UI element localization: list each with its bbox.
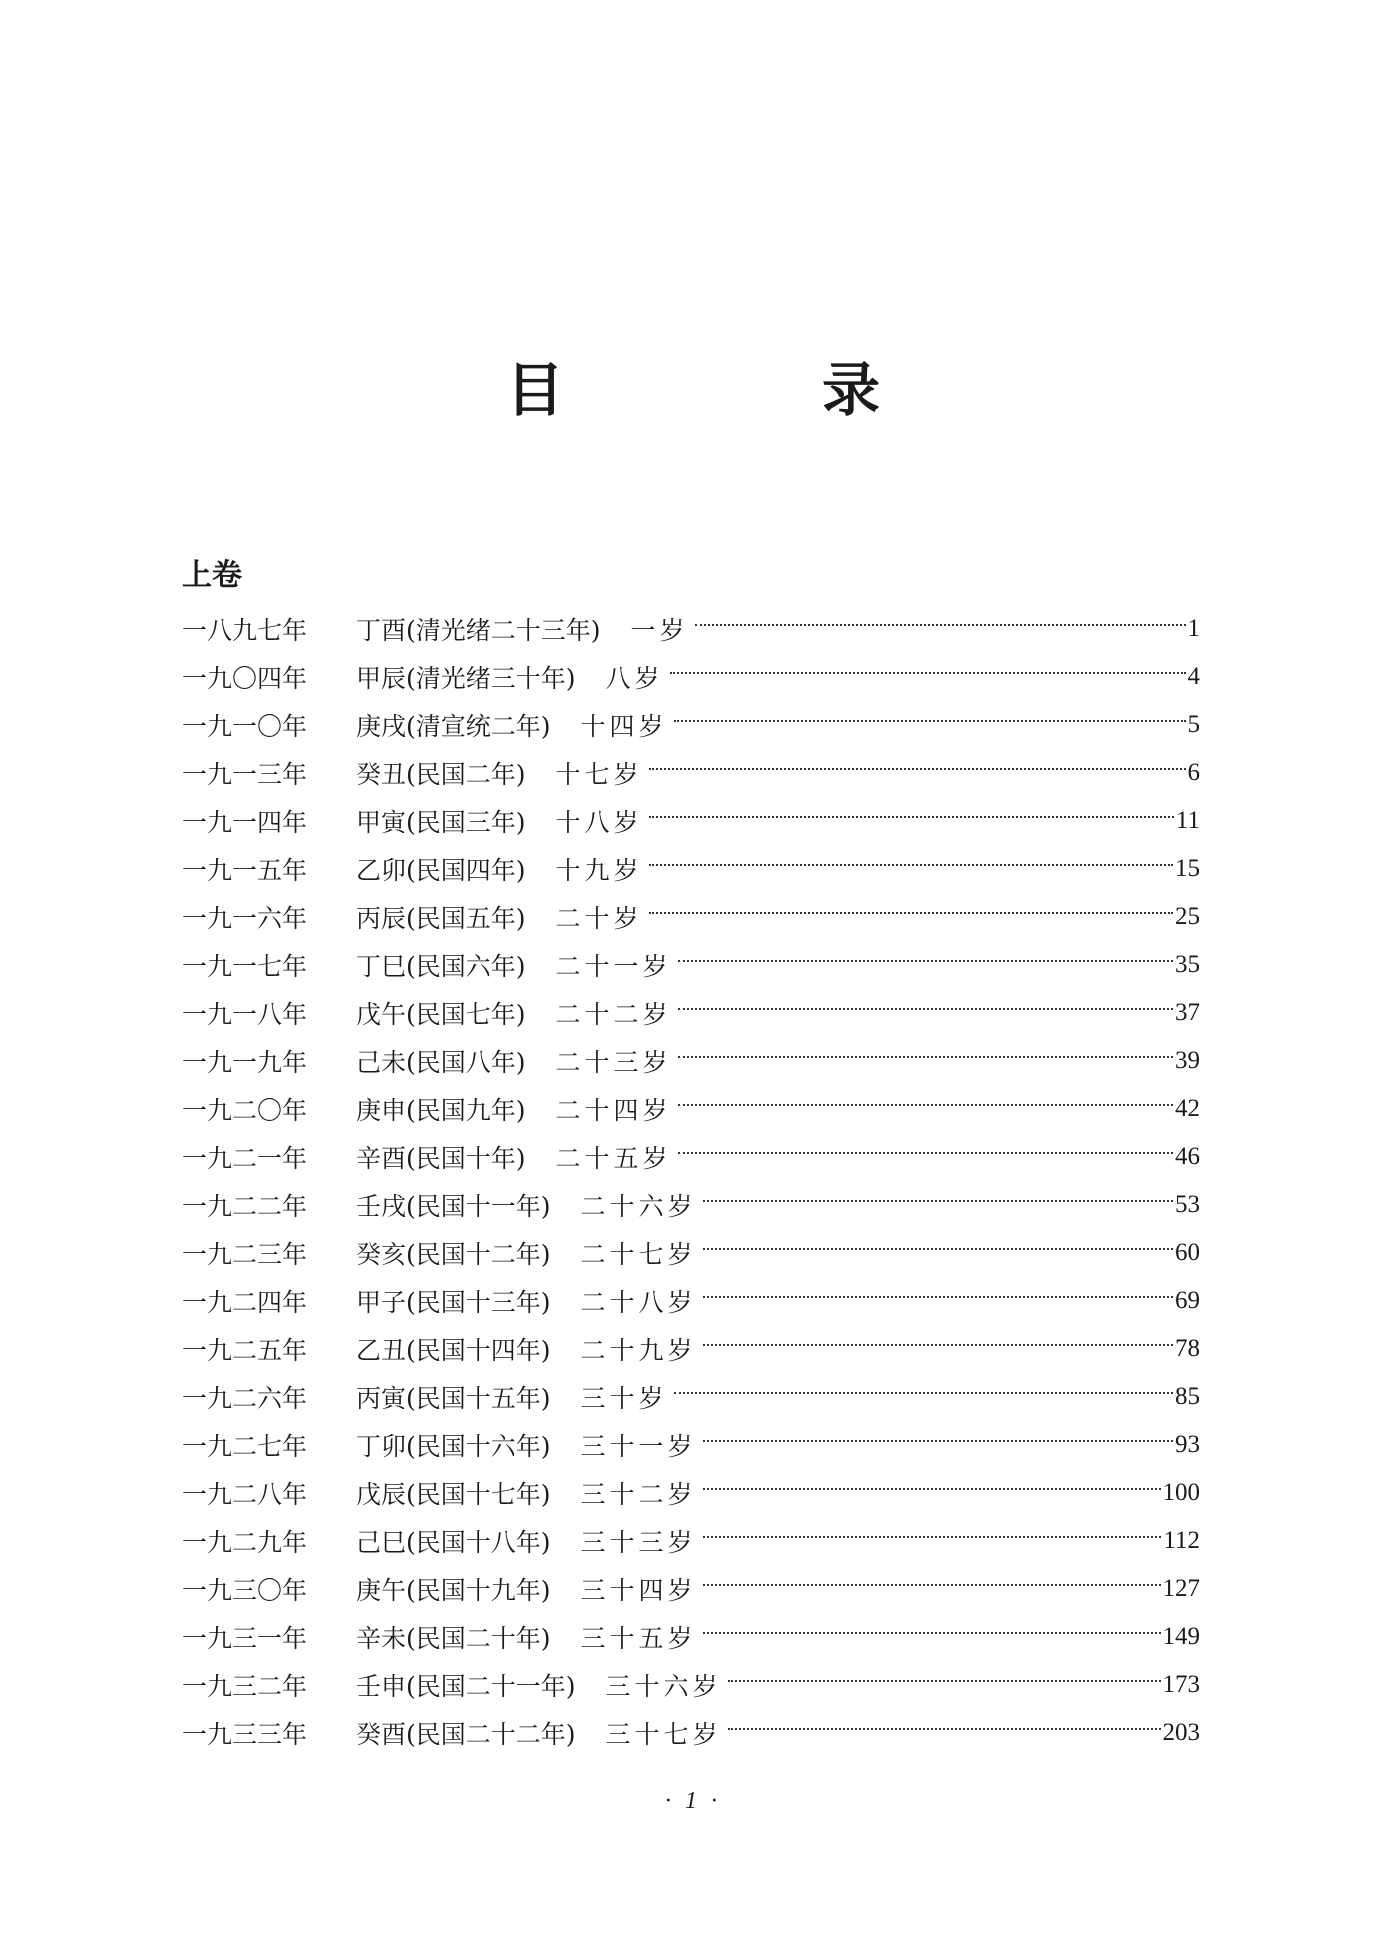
entry-cyclical: 癸亥(民国十二年) xyxy=(356,1240,551,1269)
toc-entry[interactable] xyxy=(182,845,1200,893)
entry-year: 一九二〇年 xyxy=(182,1096,308,1125)
entry-age: 二十一岁 xyxy=(555,952,672,981)
entry-cyclical: 辛未(民国二十年) xyxy=(356,1624,551,1653)
dot-leader xyxy=(703,1488,1161,1490)
toc-entry[interactable] xyxy=(182,605,1200,653)
entry-year: 一九一七年 xyxy=(182,952,308,981)
entry-year: 一九三三年 xyxy=(182,1720,308,1749)
entry-age: 三十三岁 xyxy=(580,1528,697,1557)
dot-leader xyxy=(703,1632,1161,1634)
entry-age: 十九岁 xyxy=(555,856,643,885)
toc-entry[interactable] xyxy=(182,989,1200,1037)
toc-entry[interactable] xyxy=(182,1421,1200,1469)
entry-page-number: 11 xyxy=(1175,807,1200,834)
toc-entry[interactable] xyxy=(182,941,1200,989)
entry-age: 三十二岁 xyxy=(580,1480,697,1509)
entry-page-number: 100 xyxy=(1162,1479,1200,1506)
entry-page-number: 42 xyxy=(1175,1095,1200,1122)
entry-page-number: 37 xyxy=(1175,999,1200,1026)
dot-leader xyxy=(728,1680,1161,1682)
entry-year: 一九一三年 xyxy=(182,760,308,789)
dot-leader xyxy=(678,1104,1173,1106)
table-of-contents xyxy=(182,605,1200,1757)
entry-page-number: 39 xyxy=(1175,1047,1200,1074)
toc-entry[interactable] xyxy=(182,653,1200,701)
entry-page-number: 203 xyxy=(1162,1719,1200,1746)
dot-leader xyxy=(674,1392,1173,1394)
entry-page-number: 4 xyxy=(1187,663,1200,690)
entry-age: 十七岁 xyxy=(555,760,643,789)
entry-age: 三十四岁 xyxy=(580,1576,697,1605)
dot-leader xyxy=(703,1344,1173,1346)
entry-cyclical: 庚午(民国十九年) xyxy=(356,1576,551,1605)
entry-page-number: 1 xyxy=(1187,615,1200,642)
toc-entry[interactable] xyxy=(182,1037,1200,1085)
entry-age: 三十一岁 xyxy=(580,1432,697,1461)
entry-age: 八岁 xyxy=(605,664,664,693)
dot-leader xyxy=(703,1536,1162,1538)
entry-cyclical: 甲寅(民国三年) xyxy=(356,808,526,837)
entry-cyclical: 庚申(民国九年) xyxy=(356,1096,526,1125)
toc-entry[interactable] xyxy=(182,1661,1200,1709)
entry-age: 三十五岁 xyxy=(580,1624,697,1653)
toc-entry[interactable] xyxy=(182,1565,1200,1613)
entry-year: 一九一四年 xyxy=(182,808,308,837)
toc-entry[interactable] xyxy=(182,1325,1200,1373)
toc-entry[interactable] xyxy=(182,701,1200,749)
entry-cyclical: 壬戌(民国十一年) xyxy=(356,1192,551,1221)
entry-cyclical: 丙寅(民国十五年) xyxy=(356,1384,551,1413)
entry-cyclical: 戊午(民国七年) xyxy=(356,1000,526,1029)
entry-page-number: 35 xyxy=(1175,951,1200,978)
entry-age: 二十八岁 xyxy=(580,1288,697,1317)
dot-leader xyxy=(703,1440,1173,1442)
dot-leader xyxy=(649,864,1173,866)
entry-year: 一九一九年 xyxy=(182,1048,308,1077)
entry-page-number: 93 xyxy=(1175,1431,1200,1458)
entry-cyclical: 戊辰(民国十七年) xyxy=(356,1480,551,1509)
dot-leader xyxy=(678,960,1173,962)
entry-cyclical: 甲辰(清光绪三十年) xyxy=(356,664,576,693)
dot-leader xyxy=(678,1008,1173,1010)
entry-age: 一岁 xyxy=(630,616,689,645)
entry-cyclical: 甲子(民国十三年) xyxy=(356,1288,551,1317)
entry-cyclical: 乙卯(民国四年) xyxy=(356,856,526,885)
entry-year: 一九二八年 xyxy=(182,1480,308,1509)
entry-year: 一九二三年 xyxy=(182,1240,308,1269)
entry-page-number: 69 xyxy=(1175,1287,1200,1314)
toc-entry[interactable] xyxy=(182,1229,1200,1277)
entry-age: 二十四岁 xyxy=(555,1096,672,1125)
toc-entry[interactable] xyxy=(182,1373,1200,1421)
entry-year: 一九二五年 xyxy=(182,1336,308,1365)
entry-page-number: 15 xyxy=(1175,855,1200,882)
entry-age: 三十六岁 xyxy=(605,1672,722,1701)
entry-cyclical: 癸酉(民国二十二年) xyxy=(356,1720,576,1749)
entry-year: 一九〇四年 xyxy=(182,664,308,693)
entry-cyclical: 乙丑(民国十四年) xyxy=(356,1336,551,1365)
entry-cyclical: 庚戌(清宣统二年) xyxy=(356,712,551,741)
entry-page-number: 78 xyxy=(1175,1335,1200,1362)
entry-age: 二十三岁 xyxy=(555,1048,672,1077)
entry-page-number: 60 xyxy=(1175,1239,1200,1266)
entry-year: 一九二二年 xyxy=(182,1192,308,1221)
entry-page-number: 85 xyxy=(1175,1383,1200,1410)
entry-page-number: 25 xyxy=(1175,903,1200,930)
entry-age: 三十岁 xyxy=(580,1384,668,1413)
entry-page-number: 127 xyxy=(1162,1575,1200,1602)
entry-year: 一九一〇年 xyxy=(182,712,308,741)
toc-entry[interactable] xyxy=(182,1469,1200,1517)
entry-cyclical: 丁巳(民国六年) xyxy=(356,952,526,981)
entry-age: 二十六岁 xyxy=(580,1192,697,1221)
toc-entry[interactable] xyxy=(182,1709,1200,1757)
page-number-footer: · 1 · xyxy=(665,1788,721,1814)
toc-entry[interactable] xyxy=(182,1613,1200,1661)
dot-leader xyxy=(649,768,1186,770)
dot-leader xyxy=(678,1056,1173,1058)
entry-page-number: 53 xyxy=(1175,1191,1200,1218)
page-title: 目 录 xyxy=(505,356,980,424)
dot-leader xyxy=(678,1152,1173,1154)
entry-page-number: 46 xyxy=(1175,1143,1200,1170)
entry-year: 一九三一年 xyxy=(182,1624,308,1653)
entry-age: 十八岁 xyxy=(555,808,643,837)
entry-page-number: 5 xyxy=(1187,711,1200,738)
dot-leader xyxy=(674,720,1186,722)
entry-page-number: 149 xyxy=(1162,1623,1200,1650)
entry-year: 一九二一年 xyxy=(182,1144,308,1173)
entry-age: 二十九岁 xyxy=(580,1336,697,1365)
entry-page-number: 6 xyxy=(1187,759,1200,786)
entry-cyclical: 丙辰(民国五年) xyxy=(356,904,526,933)
entry-age: 三十七岁 xyxy=(605,1720,722,1749)
entry-cyclical: 丁酉(清光绪二十三年) xyxy=(356,616,601,645)
toc-entry[interactable] xyxy=(182,1181,1200,1229)
entry-year: 一九三二年 xyxy=(182,1672,308,1701)
entry-age: 十四岁 xyxy=(580,712,668,741)
entry-cyclical: 丁卯(民国十六年) xyxy=(356,1432,551,1461)
entry-cyclical: 癸丑(民国二年) xyxy=(356,760,526,789)
toc-entry[interactable] xyxy=(182,1133,1200,1181)
section-label: 上卷 xyxy=(182,558,242,593)
dot-leader xyxy=(703,1584,1161,1586)
dot-leader xyxy=(703,1248,1173,1250)
entry-year: 一九二六年 xyxy=(182,1384,308,1413)
entry-age: 二十岁 xyxy=(555,904,643,933)
entry-page-number: 112 xyxy=(1163,1527,1200,1554)
entry-page-number: 173 xyxy=(1162,1671,1200,1698)
entry-cyclical: 己巳(民国十八年) xyxy=(356,1528,551,1557)
dot-leader xyxy=(649,816,1174,818)
toc-entry[interactable] xyxy=(182,797,1200,845)
toc-entry[interactable] xyxy=(182,1277,1200,1325)
entry-age: 二十二岁 xyxy=(555,1000,672,1029)
entry-year: 一九二七年 xyxy=(182,1432,308,1461)
entry-year: 一九三〇年 xyxy=(182,1576,308,1605)
entry-year: 一九一八年 xyxy=(182,1000,308,1029)
dot-leader xyxy=(703,1296,1173,1298)
entry-cyclical: 壬申(民国二十一年) xyxy=(356,1672,576,1701)
entry-cyclical: 己未(民国八年) xyxy=(356,1048,526,1077)
dot-leader xyxy=(695,624,1186,626)
entry-year: 一八九七年 xyxy=(182,616,308,645)
dot-leader xyxy=(728,1728,1161,1730)
entry-cyclical: 辛酉(民国十年) xyxy=(356,1144,526,1173)
dot-leader xyxy=(703,1200,1173,1202)
entry-year: 一九一六年 xyxy=(182,904,308,933)
toc-entry[interactable] xyxy=(182,893,1200,941)
entry-age: 二十七岁 xyxy=(580,1240,697,1269)
dot-leader xyxy=(649,912,1173,914)
toc-entry[interactable] xyxy=(182,749,1200,797)
entry-year: 一九二四年 xyxy=(182,1288,308,1317)
dot-leader xyxy=(670,672,1186,674)
toc-entry[interactable] xyxy=(182,1517,1200,1565)
entry-age: 二十五岁 xyxy=(555,1144,672,1173)
entry-year: 一九二九年 xyxy=(182,1528,308,1557)
toc-entry[interactable] xyxy=(182,1085,1200,1133)
entry-year: 一九一五年 xyxy=(182,856,308,885)
